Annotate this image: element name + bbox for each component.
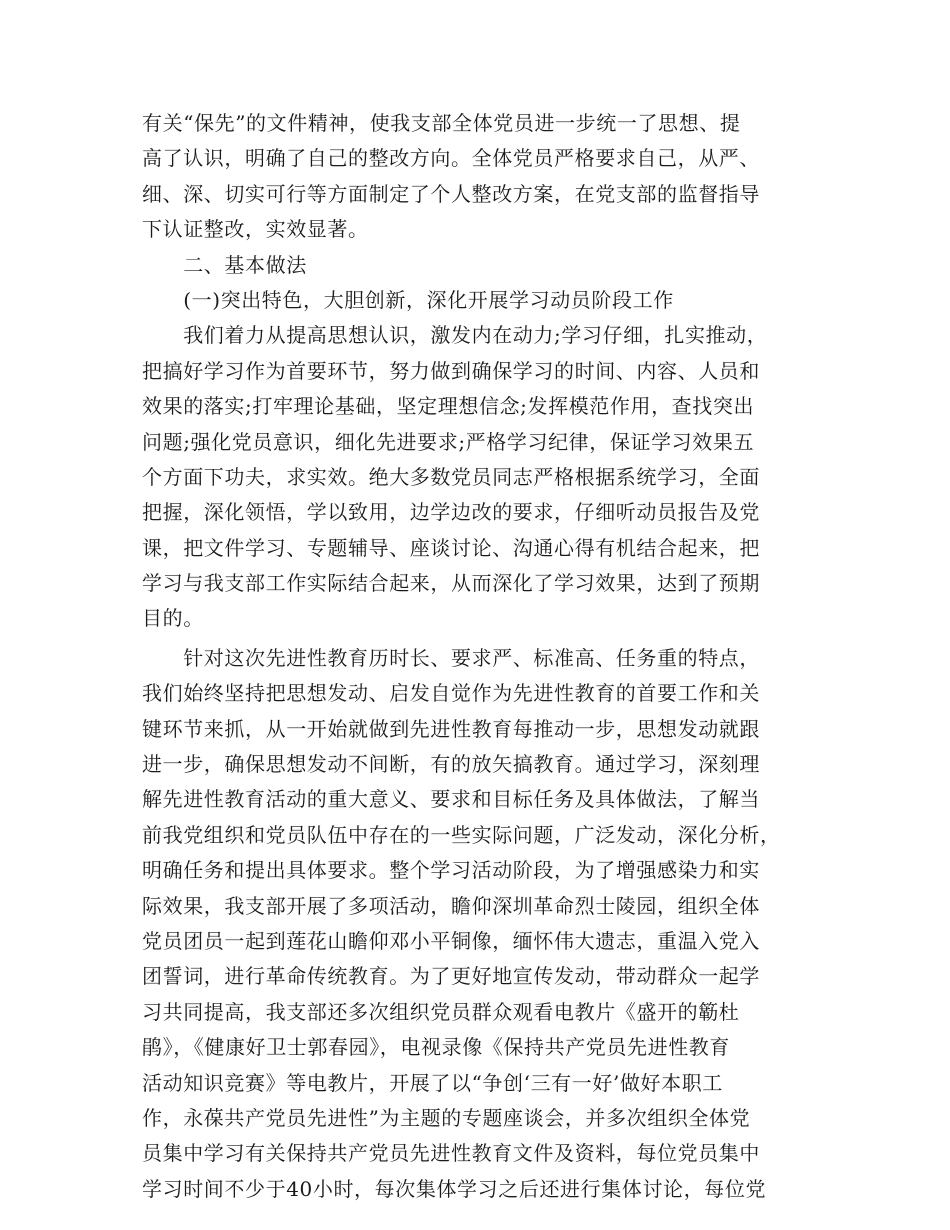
- text-line: 个方面下功夫，求实效。绝大多数党员同志严格根据系统学习，全面: [142, 464, 760, 489]
- text-line: 我们着力从提高思想认识，激发内在动力;学习仔细，扎实推动，: [142, 323, 768, 348]
- text-line: 作，永葆共产党员先进性”为主题的专题座谈会，并多次组织全体党: [142, 1105, 751, 1130]
- text-line: 效果的落实;打牢理论基础，坚定理想信念;发挥模范作用，查找突出: [142, 394, 755, 419]
- text-line: 学习与我支部工作实际结合起来，从而深化了学习效果，达到了预期: [142, 571, 760, 596]
- text-line: 际效果，我支部开展了多项活动，瞻仰深圳革命烈士陵园，组织全体: [142, 893, 760, 918]
- text-line: 问题;强化党员意识，细化先进要求;严格学习纪律，保证学习效果五: [142, 429, 755, 454]
- text-line: 键环节来抓，从一开始就做到先进性教育每推动一步，思想发动就跟: [142, 716, 760, 741]
- text-line: 目的。: [142, 606, 204, 631]
- text-line: 习共同提高，我支部还多次组织党员群众观看电教片《盛开的簕杜: [142, 999, 740, 1024]
- text-line: 高了认识，明确了自己的整改方向。全体党员严格要求自己，从严、: [142, 146, 760, 171]
- text-line: 下认证整改，实效显著。: [142, 217, 369, 242]
- text-line: 前我党组织和党员队伍中存在的一些实际问题，广泛发动，深化分析，: [142, 822, 781, 847]
- text-line: 团誓词，进行革命传统教育。为了更好地宣传发动，带动群众一起学: [142, 964, 760, 989]
- text-line: 进一步，确保思想发动不间断，有的放矢搞教育。通过学习，深刻理: [142, 752, 760, 777]
- text-line: 明确任务和提出具体要求。整个学习活动阶段，为了增强感染力和实: [142, 858, 760, 883]
- text-line: 把搞好学习作为首要环节，努力做到确保学习的时间、内容、人员和: [142, 358, 760, 383]
- subsection-heading: (一)突出特色，大胆创新，深化开展学习动员阶段工作: [142, 287, 674, 312]
- text-line: 鹃》，《健康好卫士郭春园》，电视录像《保持共产党员先进性教育: [142, 1035, 730, 1060]
- text-line: 有关“保先”的文件精神，使我支部全体党员进一步统一了思想、提: [142, 111, 741, 135]
- text-line: 针对这次先进性教育历时长、要求严、标准高、任务重的特点，: [142, 645, 760, 670]
- text-line: 员集中学习有关保持共产党员先进性教育文件及资料，每位党员集中: [142, 1141, 760, 1166]
- text-line: 活动知识竞赛》等电教片，开展了以“争创‘三有一好’做好本职工: [142, 1070, 723, 1095]
- text-line: 学习时间不少于40小时，每次集体学习之后还进行集体讨论，每位党: [142, 1176, 767, 1201]
- section-heading: 二、基本做法: [142, 252, 307, 277]
- text-line: 把握，深化领悟，学以致用，边学边改的要求，仔细听动员报告及党: [142, 500, 760, 525]
- text-line: 解先进性教育活动的重大意义、要求和目标任务及具体做法，了解当: [142, 787, 760, 812]
- text-line: 党员团员一起到莲花山瞻仰邓小平铜像，缅怀伟大遗志，重温入党入: [142, 928, 760, 953]
- text-line: 课，把文件学习、专题辅导、座谈讨论、沟通心得有机结合起来，把: [142, 535, 760, 560]
- text-line: 细、深、切实可行等方面制定了个人整改方案，在党支部的监督指导: [142, 181, 760, 206]
- text-line: 我们始终坚持把思想发动、启发自觉作为先进性教育的首要工作和关: [142, 681, 760, 706]
- body-text: [142, 106, 814, 1207]
